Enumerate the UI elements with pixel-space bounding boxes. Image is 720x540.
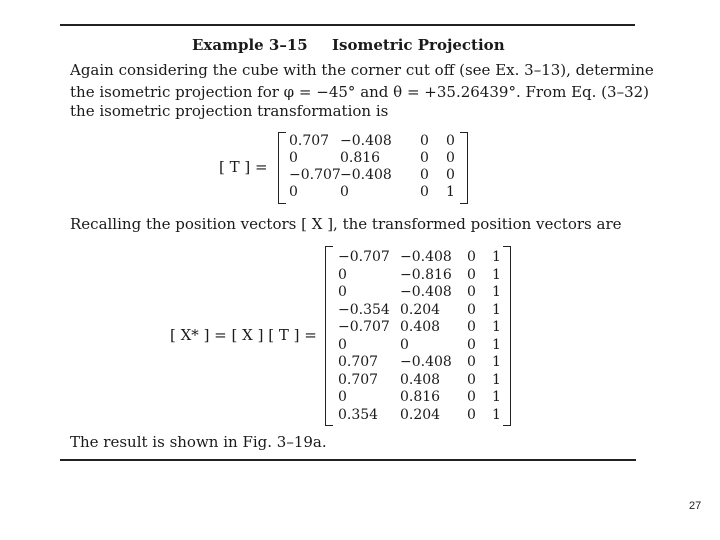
result-line: The result is shown in Fig. 3–19a. (70, 433, 327, 451)
matrix-t-cell-r2-c4: 0 (446, 150, 455, 166)
matrix-t-cell-r3-c2: −0.408 (340, 167, 392, 183)
matrix-x-cell-r10-c4: 1 (492, 406, 501, 423)
matrix-x-cell-r4-c1: −0.354 (338, 301, 390, 318)
matrix-x-cell-r3-c2: −0.408 (400, 284, 452, 300)
matrix-t-cell-r2-c3: 0 (420, 150, 429, 166)
matrix-x-cell-r8-c2: 0.408 (400, 371, 441, 388)
matrix-t-cell-r1-c2: −0.408 (340, 133, 392, 149)
matrix-x-cell-r10-c1: 0.354 (338, 406, 379, 423)
matrix-x-cell-r9-c2: 0.816 (400, 389, 441, 405)
example-title: Isometric Projection (332, 36, 505, 54)
matrix-x-cell-r9-c3: 0 (467, 389, 476, 405)
matrix-x-cell-r3-c4: 1 (492, 284, 501, 300)
matrix-x-cell-r4-c3: 0 (467, 301, 476, 318)
matrix-x-cell-r3-c1: 0 (338, 284, 347, 300)
matrix-x-cell-r7-c4: 1 (492, 354, 501, 370)
matrix-t-cell-r4-c1: 0 (289, 184, 298, 200)
matrix-x-cell-r1-c3: 0 (467, 249, 476, 265)
matrix-x-cell-r3-c3: 0 (467, 284, 476, 300)
page-number: 27 (689, 500, 702, 512)
matrix-x-left-bracket (325, 246, 333, 426)
matrix-t-cell-r1-c4: 0 (446, 133, 455, 149)
matrix-x-cell-r6-c1: 0 (338, 336, 347, 353)
matrix-x-cell-r1-c1: −0.707 (338, 249, 390, 265)
example-number: Example 3–15 (192, 36, 308, 54)
matrix-x-cell-r2-c3: 0 (467, 266, 476, 283)
matrix-x-cell-r5-c1: −0.707 (338, 319, 390, 335)
matrix-t-right-bracket (460, 132, 468, 204)
matrix-x-cell-r6-c3: 0 (467, 336, 476, 353)
matrix-x-cell-r9-c4: 1 (492, 389, 501, 405)
matrix-x-cell-r9-c1: 0 (338, 389, 347, 405)
matrix-x-cell-r5-c4: 1 (492, 319, 501, 335)
matrix-x-cell-r6-c2: 0 (400, 336, 409, 353)
matrix-x-cell-r5-c2: 0.408 (400, 319, 441, 335)
matrix-t-cell-r2-c1: 0 (289, 150, 298, 166)
recall-line: Recalling the position vectors [ X ], the transformed position vectors are (70, 215, 622, 233)
matrix-t-left-bracket (278, 132, 286, 204)
matrix-t-cell-r4-c4: 1 (446, 184, 455, 200)
top-rule (60, 24, 635, 26)
matrix-x-cell-r8-c3: 0 (467, 371, 476, 388)
matrix-x-right-bracket (503, 246, 511, 426)
matrix-t-cell-r2-c2: 0.816 (340, 150, 381, 166)
matrix-t-cell-r1-c3: 0 (420, 133, 429, 149)
bottom-rule (60, 459, 636, 461)
intro-line-3: the isometric projection transformation is (70, 102, 389, 120)
matrix-x-cell-r10-c3: 0 (467, 406, 476, 423)
matrix-x-cell-r2-c2: −0.816 (400, 266, 452, 283)
matrix-x-cell-r8-c1: 0.707 (338, 371, 379, 388)
matrix-x-cell-r2-c1: 0 (338, 266, 347, 283)
matrix-x-cell-r4-c4: 1 (492, 301, 501, 318)
matrix-t-cell-r1-c1: 0.707 (289, 133, 330, 149)
matrix-t-cell-r3-c1: −0.707 (289, 167, 341, 183)
matrix-t-cell-r3-c4: 0 (446, 167, 455, 183)
matrix-t-label: [ T ] = (219, 158, 268, 176)
matrix-x-cell-r7-c1: 0.707 (338, 354, 379, 370)
matrix-x-cell-r2-c4: 1 (492, 266, 501, 283)
matrix-t-cell-r4-c3: 0 (420, 184, 429, 200)
matrix-x-cell-r6-c4: 1 (492, 336, 501, 353)
matrix-x-cell-r7-c2: −0.408 (400, 354, 452, 370)
matrix-x-cell-r1-c4: 1 (492, 249, 501, 265)
intro-line-2: the isometric projection for φ = −45° and θ = +35.26439°. From Eq. (3–32) (70, 83, 650, 101)
matrix-x-cell-r8-c4: 1 (492, 371, 501, 388)
matrix-t-cell-r4-c2: 0 (340, 184, 349, 200)
matrix-x-cell-r7-c3: 0 (467, 354, 476, 370)
matrix-x-label: [ X* ] = [ X ] [ T ] = (170, 326, 317, 344)
intro-line-1: Again considering the cube with the corner cut off (see Ex. 3–13), determine (70, 61, 654, 79)
matrix-x-cell-r1-c2: −0.408 (400, 249, 452, 265)
matrix-t-cell-r3-c3: 0 (420, 167, 429, 183)
matrix-x-cell-r4-c2: 0.204 (400, 301, 441, 318)
matrix-x-cell-r5-c3: 0 (467, 319, 476, 335)
matrix-x-cell-r10-c2: 0.204 (400, 406, 441, 423)
